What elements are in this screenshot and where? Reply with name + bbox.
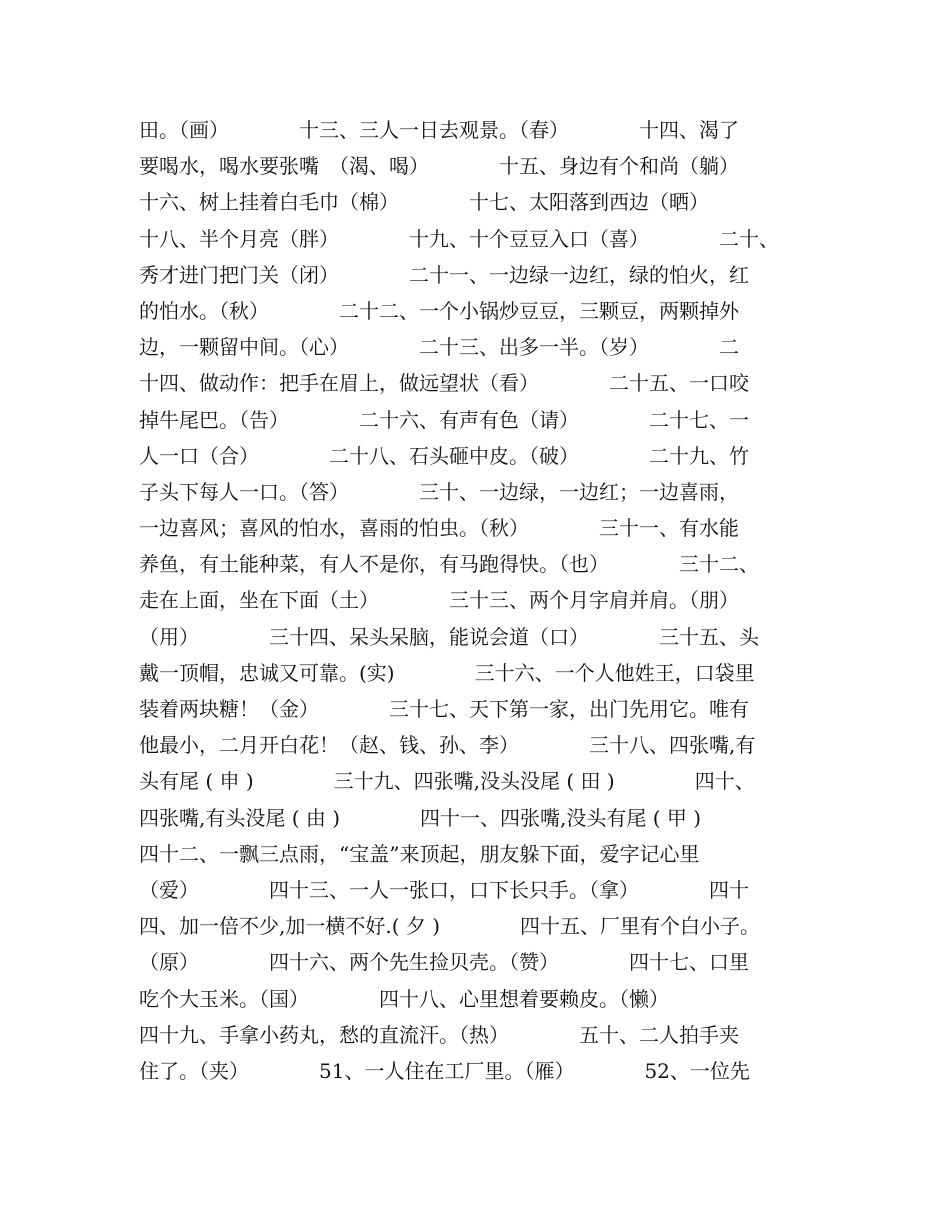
text-line: 他最小，二月开白花！（赵、钱、孙、李） 三十八、四张嘴,有 (139, 733, 756, 758)
text-line: 边，一颗留中间。（心） 二十三、出多一半。（岁） 二 (139, 335, 739, 360)
text-line: 田。（画） 十三、三人一日去观景。（春） 十四、渴了 (139, 118, 739, 142)
text-line: （用） 三十四、呆头呆脑，能说会道（口） 三十五、头 (139, 624, 759, 649)
text-line: 人一口（合） 二十八、石头砸中皮。（破） 二十九、竹 (139, 443, 749, 468)
text-line: 十四、做动作：把手在眉上，做远望状（看） 二十五、一口咬 (139, 371, 749, 396)
text-line: 四十二、一飘三点雨，“宝盖”来顶起，朋友躲下面，爱字记心里 (139, 841, 700, 866)
text-line: 四、加一倍不少,加一横不好.( 夕 ) 四十五、厂里有个白小子。 (139, 914, 761, 939)
text-line: 四十九、手拿小药丸，愁的直流汗。（热） 五十、二人拍手夹 (139, 1022, 739, 1047)
text-line: 头有尾 ( 申 ) 三十九、四张嘴,没头没尾 ( 田 ) 四十、 (139, 769, 755, 794)
text-line: 吃个大玉米。（国） 四十八、心里想着要赖皮。（懒） (139, 986, 669, 1011)
text-line: 养鱼，有土能种菜，有人不是你，有马跑得快。（也） 三十二、 (139, 552, 759, 577)
text-line: 子头下每人一口。（答） 三十、一边绿，一边红；一边喜雨， (139, 479, 739, 504)
text-line: 一边喜风；喜风的怕水，喜雨的怕虫。（秋） 三十一、有水能 (139, 516, 739, 541)
text-line: 十六、树上挂着白毛巾（棉） 十七、太阳落到西边（晒） (139, 190, 709, 215)
text-line: 装着两块糖！（金） 三十七、天下第一家，出门先用它。唯有 (139, 697, 749, 721)
text-line: 掉牛尾巴。（告） 二十六、有声有色（请） 二十七、一 (139, 407, 749, 432)
text-line: 住了。（夹） 51、一人住在工厂里。（雁） 52、一位先 (139, 1058, 750, 1083)
text-line: 戴一顶帽，忠诚又可靠。(实) 三十六、一个人他姓王，口袋里 (139, 660, 755, 685)
text-line: 要喝水，喝水要张嘴 （渴、喝） 十五、身边有个和尚（躺） (139, 154, 739, 179)
riddle-text-body (139, 112, 829, 1089)
text-line: 四张嘴,有头没尾 ( 由 ) 四十一、四张嘴,没头有尾 ( 甲 ) (139, 805, 702, 830)
text-line: （原） 四十六、两个先生捡贝壳。（赞） 四十七、口里 (139, 950, 749, 975)
text-line: 走在上面，坐在下面（土） 三十三、两个月字肩并肩。（朋） (139, 588, 739, 613)
text-line: （爱） 四十三、一人一张口，口下长只手。（拿） 四十 (139, 877, 749, 902)
text-line: 十八、半个月亮（胖） 十九、十个豆豆入口（喜） 二十、 (139, 226, 779, 251)
text-line: 秀才进门把门关（闭） 二十一、一边绿一边红，绿的怕火，红 (139, 262, 749, 287)
text-line: 的怕水。（秋） 二十二、一个小锅炒豆豆，三颗豆，两颗掉外 (139, 298, 739, 323)
